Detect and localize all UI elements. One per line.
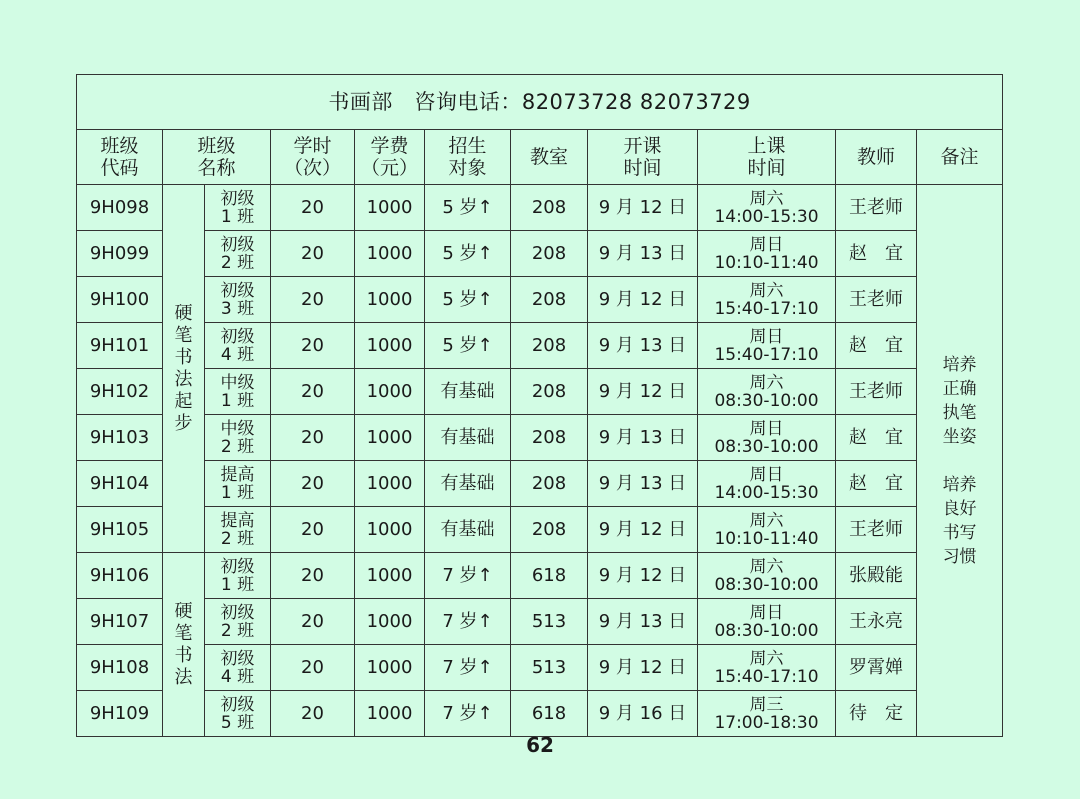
class-time-cell bbox=[698, 507, 836, 553]
group-name-char: 步 bbox=[174, 412, 193, 434]
target-cell: 有基础 bbox=[425, 507, 511, 553]
start-date-cell: 9 月 13 日 bbox=[588, 599, 698, 645]
header-code bbox=[77, 130, 163, 185]
teacher-cell: 赵 宜 bbox=[836, 231, 917, 277]
hours-cell: 20 bbox=[271, 415, 355, 461]
class-level-line: 提高 bbox=[220, 464, 255, 485]
teacher-cell: 王老师 bbox=[836, 277, 917, 323]
note-line: 良好 bbox=[942, 498, 977, 519]
room-cell: 618 bbox=[511, 553, 588, 599]
class-code-cell: 9H108 bbox=[77, 645, 163, 691]
start-date-cell: 9 月 13 日 bbox=[588, 323, 698, 369]
class-time-cell bbox=[698, 415, 836, 461]
class-time-cell bbox=[698, 691, 836, 737]
class-time-line: 17:00-18:30 bbox=[714, 712, 819, 733]
class-code-cell: 9H104 bbox=[77, 461, 163, 507]
class-time-line: 08:30-10:00 bbox=[714, 620, 819, 641]
class-time-line: 08:30-10:00 bbox=[714, 574, 819, 595]
header-room bbox=[511, 130, 588, 185]
table-title: 书画部 咨询电话：82073728 82073729 bbox=[77, 75, 1003, 130]
target-cell: 5 岁↑ bbox=[425, 185, 511, 231]
teacher-cell: 待 定 bbox=[836, 691, 917, 737]
class-level-line: 1 班 bbox=[220, 574, 255, 595]
hours-cell: 20 bbox=[271, 277, 355, 323]
class-code-cell: 9H106 bbox=[77, 553, 163, 599]
class-level-line: 2 班 bbox=[220, 436, 255, 457]
teacher-cell: 赵 宜 bbox=[836, 323, 917, 369]
header-line: （次） bbox=[283, 157, 341, 179]
class-time-line: 08:30-10:00 bbox=[714, 436, 819, 457]
class-level-line: 3 班 bbox=[220, 298, 255, 319]
header-line: 时间 bbox=[747, 157, 786, 179]
teacher-cell: 王老师 bbox=[836, 369, 917, 415]
table-row bbox=[77, 415, 1003, 461]
class-level-line: 1 班 bbox=[220, 206, 255, 227]
class-code-cell: 9H100 bbox=[77, 277, 163, 323]
class-level-cell bbox=[205, 461, 271, 507]
note-line: 执笔 bbox=[942, 402, 977, 423]
class-level-line: 2 班 bbox=[220, 528, 255, 549]
hours-cell: 20 bbox=[271, 645, 355, 691]
class-level-line: 提高 bbox=[220, 510, 255, 531]
fee-cell: 1000 bbox=[355, 553, 425, 599]
start-date-cell: 9 月 12 日 bbox=[588, 507, 698, 553]
class-level-cell bbox=[205, 185, 271, 231]
group-name-char: 起 bbox=[174, 390, 193, 412]
table-row bbox=[77, 277, 1003, 323]
header-line: 上课 bbox=[747, 135, 786, 157]
title-row bbox=[77, 75, 1003, 130]
header-line: 对象 bbox=[448, 157, 487, 179]
note-line: 坐姿 bbox=[942, 426, 977, 447]
start-date-cell: 9 月 16 日 bbox=[588, 691, 698, 737]
note-line: 习惯 bbox=[942, 546, 977, 567]
fee-cell: 1000 bbox=[355, 691, 425, 737]
note-gap bbox=[917, 449, 1002, 473]
class-level-line: 2 班 bbox=[220, 252, 255, 273]
target-cell: 7 岁↑ bbox=[425, 553, 511, 599]
table-row bbox=[77, 185, 1003, 231]
fee-cell: 1000 bbox=[355, 185, 425, 231]
fee-cell: 1000 bbox=[355, 415, 425, 461]
class-level-cell bbox=[205, 599, 271, 645]
room-cell: 513 bbox=[511, 599, 588, 645]
header-line: 备注 bbox=[940, 146, 979, 168]
class-code-cell: 9H098 bbox=[77, 185, 163, 231]
teacher-cell: 王永亮 bbox=[836, 599, 917, 645]
class-level-line: 中级 bbox=[220, 372, 255, 393]
class-code-cell: 9H101 bbox=[77, 323, 163, 369]
teacher-cell: 张殿能 bbox=[836, 553, 917, 599]
header-line: 班级 bbox=[100, 135, 139, 157]
fee-cell: 1000 bbox=[355, 369, 425, 415]
header-line: 招生 bbox=[448, 135, 487, 157]
target-cell: 7 岁↑ bbox=[425, 691, 511, 737]
hours-cell: 20 bbox=[271, 599, 355, 645]
hours-cell: 20 bbox=[271, 553, 355, 599]
class-level-line: 初级 bbox=[220, 326, 255, 347]
class-level-line: 5 班 bbox=[220, 712, 255, 733]
room-cell: 208 bbox=[511, 507, 588, 553]
hours-cell: 20 bbox=[271, 691, 355, 737]
group-name-char: 书 bbox=[174, 346, 193, 368]
note-line: 正确 bbox=[942, 378, 977, 399]
class-time-line: 周日 bbox=[749, 326, 784, 347]
fee-cell: 1000 bbox=[355, 599, 425, 645]
note-cell bbox=[917, 185, 1003, 737]
class-level-cell bbox=[205, 691, 271, 737]
class-time-cell bbox=[698, 461, 836, 507]
table-row bbox=[77, 599, 1003, 645]
target-cell: 7 岁↑ bbox=[425, 645, 511, 691]
class-level-line: 中级 bbox=[220, 418, 255, 439]
header-line: 班级 bbox=[197, 135, 236, 157]
class-time-line: 周六 bbox=[749, 280, 784, 301]
class-level-line: 1 班 bbox=[220, 482, 255, 503]
class-time-cell bbox=[698, 369, 836, 415]
header-line: 教室 bbox=[529, 146, 568, 168]
start-date-cell: 9 月 12 日 bbox=[588, 185, 698, 231]
start-date-cell: 9 月 12 日 bbox=[588, 553, 698, 599]
page-number: 62 bbox=[526, 733, 554, 757]
table-row bbox=[77, 507, 1003, 553]
class-time-line: 14:00-15:30 bbox=[714, 482, 819, 503]
class-code-cell: 9H102 bbox=[77, 369, 163, 415]
class-time-line: 08:30-10:00 bbox=[714, 390, 819, 411]
header-line: 教师 bbox=[856, 146, 895, 168]
start-date-cell: 9 月 13 日 bbox=[588, 415, 698, 461]
class-level-line: 初级 bbox=[220, 648, 255, 669]
header-line: 开课 bbox=[623, 135, 662, 157]
header-target bbox=[425, 130, 511, 185]
class-time-cell bbox=[698, 553, 836, 599]
fee-cell: 1000 bbox=[355, 277, 425, 323]
header-note bbox=[917, 130, 1003, 185]
target-cell: 有基础 bbox=[425, 461, 511, 507]
class-level-line: 初级 bbox=[220, 188, 255, 209]
schedule-table bbox=[76, 74, 1003, 737]
group-name-char: 法 bbox=[174, 368, 193, 390]
start-date-cell: 9 月 12 日 bbox=[588, 369, 698, 415]
fee-cell: 1000 bbox=[355, 323, 425, 369]
class-level-cell bbox=[205, 645, 271, 691]
class-level-cell bbox=[205, 231, 271, 277]
class-level-line: 初级 bbox=[220, 280, 255, 301]
table-row bbox=[77, 553, 1003, 599]
class-level-line: 初级 bbox=[220, 234, 255, 255]
fee-cell: 1000 bbox=[355, 461, 425, 507]
note-line: 培养 bbox=[942, 354, 977, 375]
room-cell: 208 bbox=[511, 231, 588, 277]
class-level-line: 1 班 bbox=[220, 390, 255, 411]
note-line: 培养 bbox=[942, 474, 977, 495]
class-time-line: 周六 bbox=[749, 556, 784, 577]
table-row bbox=[77, 691, 1003, 737]
class-level-cell bbox=[205, 369, 271, 415]
class-time-line: 周日 bbox=[749, 234, 784, 255]
class-level-line: 4 班 bbox=[220, 666, 255, 687]
class-time-cell bbox=[698, 231, 836, 277]
class-time-line: 周六 bbox=[749, 188, 784, 209]
table-body bbox=[77, 75, 1003, 737]
class-time-line: 周日 bbox=[749, 418, 784, 439]
class-time-line: 周六 bbox=[749, 648, 784, 669]
class-time-line: 15:40-17:10 bbox=[714, 344, 819, 365]
class-level-line: 初级 bbox=[220, 556, 255, 577]
header-class-time bbox=[698, 130, 836, 185]
teacher-cell: 赵 宜 bbox=[836, 415, 917, 461]
start-date-cell: 9 月 13 日 bbox=[588, 231, 698, 277]
room-cell: 618 bbox=[511, 691, 588, 737]
class-time-cell bbox=[698, 185, 836, 231]
start-date-cell: 9 月 12 日 bbox=[588, 277, 698, 323]
class-level-cell bbox=[205, 415, 271, 461]
table-row bbox=[77, 645, 1003, 691]
fee-cell: 1000 bbox=[355, 231, 425, 277]
room-cell: 208 bbox=[511, 369, 588, 415]
room-cell: 208 bbox=[511, 461, 588, 507]
group-name-char: 硬 bbox=[174, 600, 193, 622]
target-cell: 有基础 bbox=[425, 415, 511, 461]
class-time-line: 10:10-11:40 bbox=[714, 528, 819, 549]
group-name-cell bbox=[163, 553, 205, 737]
room-cell: 208 bbox=[511, 323, 588, 369]
teacher-cell: 王老师 bbox=[836, 185, 917, 231]
header-line: 代码 bbox=[100, 157, 139, 179]
class-level-cell bbox=[205, 323, 271, 369]
fee-cell: 1000 bbox=[355, 507, 425, 553]
hours-cell: 20 bbox=[271, 231, 355, 277]
class-level-cell bbox=[205, 507, 271, 553]
header-teacher bbox=[836, 130, 917, 185]
group-name-char: 硬 bbox=[174, 302, 193, 324]
hours-cell: 20 bbox=[271, 461, 355, 507]
class-code-cell: 9H103 bbox=[77, 415, 163, 461]
group-name-cell bbox=[163, 185, 205, 553]
target-cell: 7 岁↑ bbox=[425, 599, 511, 645]
table-row bbox=[77, 461, 1003, 507]
class-time-cell bbox=[698, 645, 836, 691]
hours-cell: 20 bbox=[271, 369, 355, 415]
class-time-line: 周三 bbox=[749, 694, 784, 715]
target-cell: 5 岁↑ bbox=[425, 277, 511, 323]
class-level-cell bbox=[205, 553, 271, 599]
target-cell: 有基础 bbox=[425, 369, 511, 415]
class-time-line: 周六 bbox=[749, 372, 784, 393]
target-cell: 5 岁↑ bbox=[425, 231, 511, 277]
class-level-cell bbox=[205, 277, 271, 323]
header-line: 学时 bbox=[293, 135, 332, 157]
room-cell: 513 bbox=[511, 645, 588, 691]
table-row bbox=[77, 369, 1003, 415]
group-name-char: 书 bbox=[174, 644, 193, 666]
header-fee bbox=[355, 130, 425, 185]
class-time-cell bbox=[698, 277, 836, 323]
class-time-line: 10:10-11:40 bbox=[714, 252, 819, 273]
teacher-cell: 赵 宜 bbox=[836, 461, 917, 507]
group-name-char: 笔 bbox=[174, 622, 193, 644]
class-level-line: 初级 bbox=[220, 602, 255, 623]
target-cell: 5 岁↑ bbox=[425, 323, 511, 369]
hours-cell: 20 bbox=[271, 323, 355, 369]
class-code-cell: 9H107 bbox=[77, 599, 163, 645]
class-time-line: 15:40-17:10 bbox=[714, 666, 819, 687]
class-code-cell: 9H105 bbox=[77, 507, 163, 553]
class-time-cell bbox=[698, 599, 836, 645]
class-time-line: 周六 bbox=[749, 510, 784, 531]
header-line: 时间 bbox=[623, 157, 662, 179]
class-level-line: 初级 bbox=[220, 694, 255, 715]
teacher-cell: 罗霄婵 bbox=[836, 645, 917, 691]
header-line: 学费 bbox=[370, 135, 409, 157]
room-cell: 208 bbox=[511, 415, 588, 461]
class-time-line: 周日 bbox=[749, 464, 784, 485]
header-line: （元） bbox=[360, 157, 418, 179]
class-time-cell bbox=[698, 323, 836, 369]
note-line: 书写 bbox=[942, 522, 977, 543]
header-hours bbox=[271, 130, 355, 185]
class-level-line: 2 班 bbox=[220, 620, 255, 641]
hours-cell: 20 bbox=[271, 185, 355, 231]
table-row bbox=[77, 323, 1003, 369]
start-date-cell: 9 月 12 日 bbox=[588, 645, 698, 691]
group-name-char: 法 bbox=[174, 666, 193, 688]
teacher-cell: 王老师 bbox=[836, 507, 917, 553]
header-row bbox=[77, 130, 1003, 185]
room-cell: 208 bbox=[511, 185, 588, 231]
fee-cell: 1000 bbox=[355, 645, 425, 691]
class-code-cell: 9H099 bbox=[77, 231, 163, 277]
class-code-cell: 9H109 bbox=[77, 691, 163, 737]
class-level-line: 4 班 bbox=[220, 344, 255, 365]
group-name-char: 笔 bbox=[174, 324, 193, 346]
header-class-name bbox=[163, 130, 271, 185]
class-time-line: 14:00-15:30 bbox=[714, 206, 819, 227]
class-time-line: 周日 bbox=[749, 602, 784, 623]
start-date-cell: 9 月 13 日 bbox=[588, 461, 698, 507]
hours-cell: 20 bbox=[271, 507, 355, 553]
table-row bbox=[77, 231, 1003, 277]
room-cell: 208 bbox=[511, 277, 588, 323]
header-start-date bbox=[588, 130, 698, 185]
header-line: 名称 bbox=[197, 157, 236, 179]
class-time-line: 15:40-17:10 bbox=[714, 298, 819, 319]
